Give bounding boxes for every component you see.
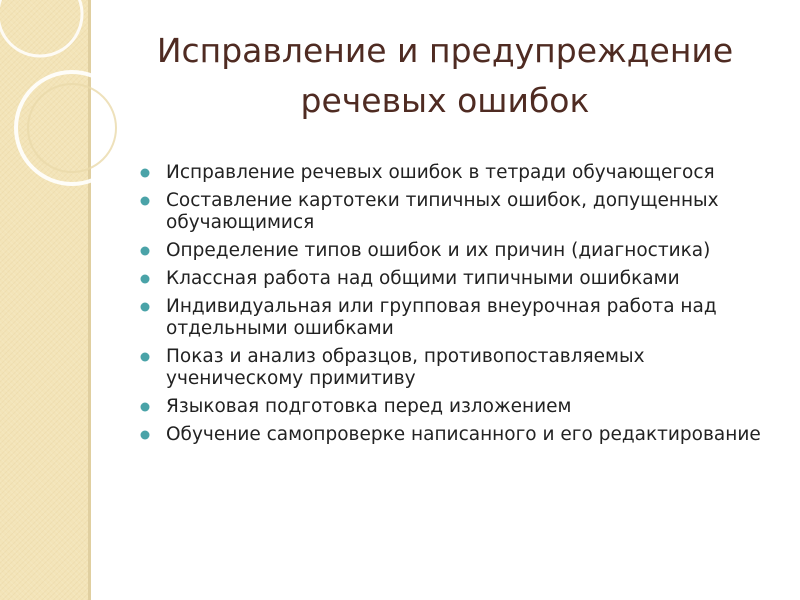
bullet-text: Классная работа над общими типичными ошибками	[166, 268, 680, 289]
teal-circle-bullet-icon	[140, 246, 150, 256]
teal-circle-bullet-icon	[140, 402, 150, 412]
bullet-item	[140, 240, 780, 262]
teal-circle-bullet-icon	[140, 430, 150, 440]
teal-circle-bullet-icon	[140, 302, 150, 312]
teal-circle-bullet-icon	[140, 274, 150, 284]
slide-title-line-2: речевых ошибок	[300, 81, 590, 120]
bullet-item	[140, 162, 780, 184]
bullet-list	[140, 162, 780, 452]
teal-circle-bullet-icon	[140, 352, 150, 362]
bullet-text: Исправление речевых ошибок в тетради обучающегося	[166, 162, 715, 183]
teal-circle-bullet-icon	[140, 196, 150, 206]
bullet-text: Составление картотеки типичных ошибок, допущенных обучающимися	[166, 190, 719, 233]
teal-circle-bullet-icon	[140, 168, 150, 178]
bullet-item	[140, 190, 780, 234]
bullet-text: Определение типов ошибок и их причин (диагностика)	[166, 240, 711, 261]
bullet-item	[140, 346, 780, 390]
bullet-text: Обучение самопроверке написанного и его редактирование	[166, 424, 761, 445]
bullet-text: Языковая подготовка перед изложением	[166, 396, 572, 417]
bullet-text: Показ и анализ образцов, противопоставляемых ученическому примитиву	[166, 346, 645, 389]
bullet-item	[140, 268, 780, 290]
slide-title	[120, 26, 770, 126]
bullet-item	[140, 396, 780, 418]
bullet-item	[140, 424, 780, 446]
bullet-text: Индивидуальная или групповая внеурочная работа над отдельными ошибками	[166, 296, 717, 339]
bullet-item	[140, 296, 780, 340]
slide-title-line-1: Исправление и предупреждение	[156, 31, 734, 70]
